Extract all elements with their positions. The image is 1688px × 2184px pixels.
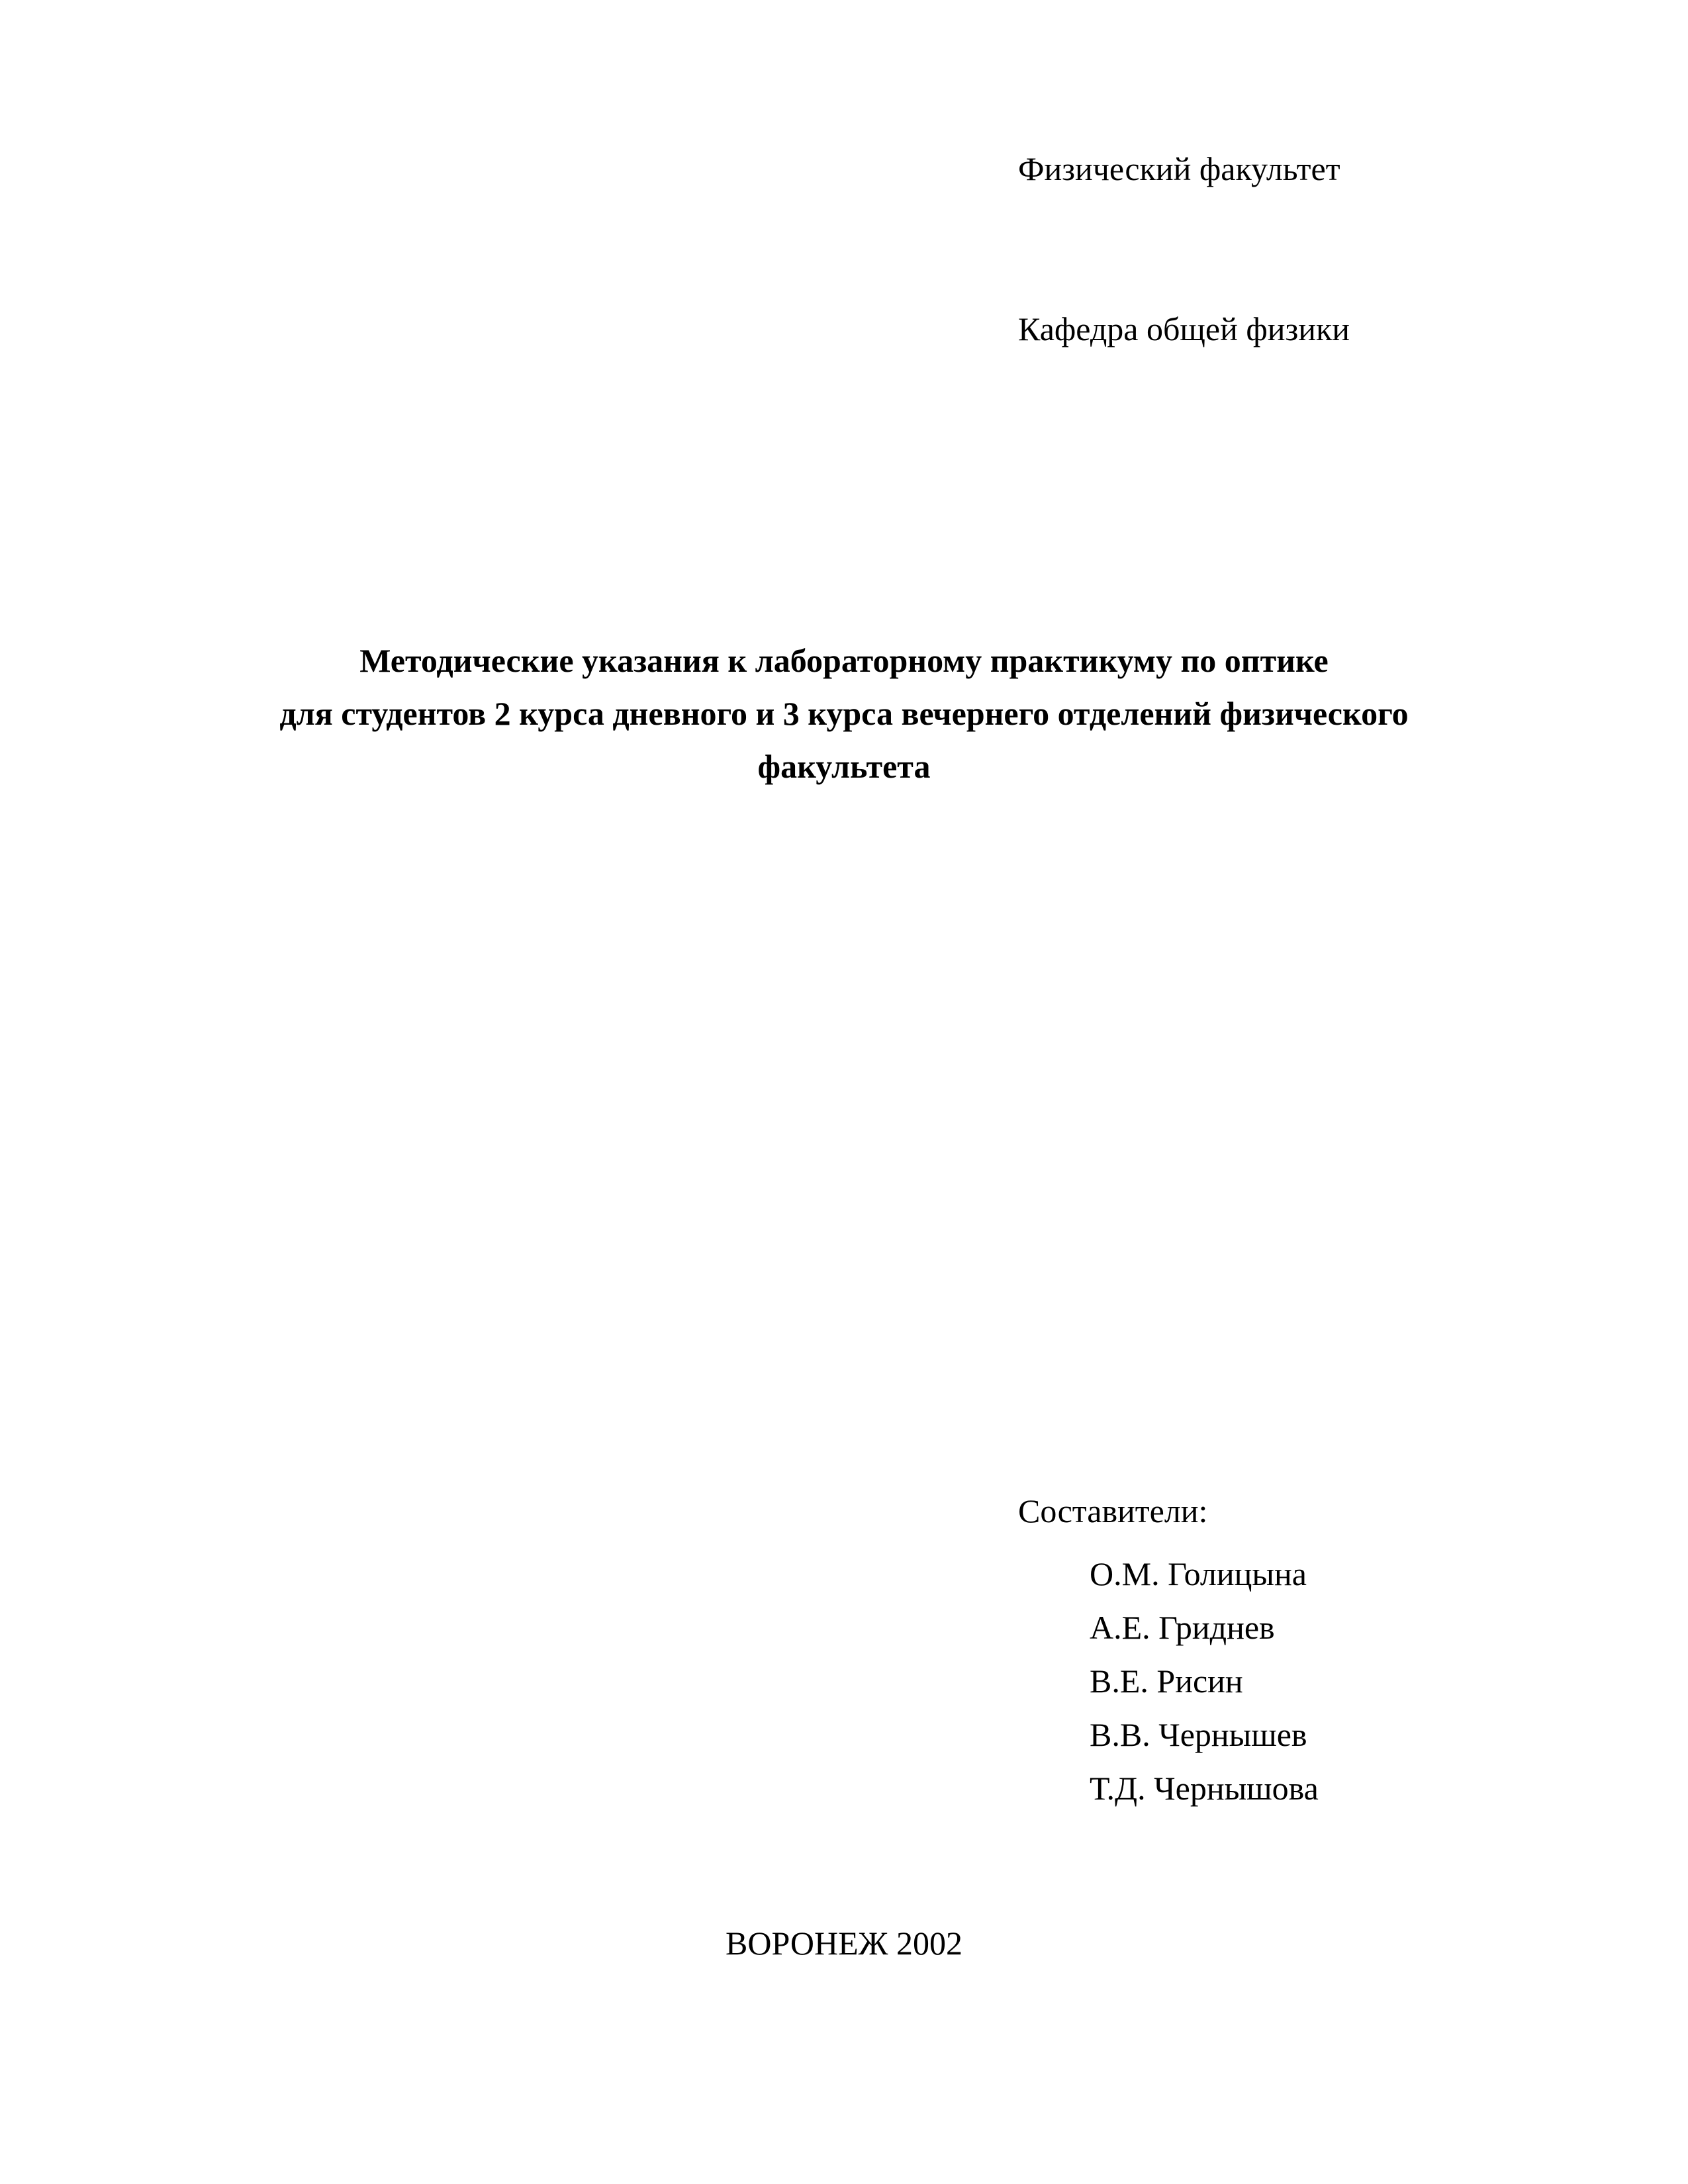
title-line-2: для студентов 2 курса дневного и 3 курса вечернего отделений физического — [279, 695, 1409, 732]
document-title — [0, 634, 1688, 793]
author-name: А.Е. Гриднев — [1090, 1609, 1275, 1646]
author-name: Т.Д. Чернышова — [1090, 1770, 1319, 1807]
title-line-3: факультета — [757, 748, 931, 785]
city-year: ВОРОНЕЖ 2002 — [726, 1925, 962, 1962]
faculty-name: Физический факультет — [1018, 150, 1340, 187]
department-name: Кафедра общей физики — [1018, 310, 1350, 347]
title-line-1: Методические указания к лабораторному практикуму по оптике — [359, 642, 1329, 679]
authors-list — [1090, 1547, 1319, 1815]
author-name: В.Е. Рисин — [1090, 1662, 1243, 1700]
author-name: В.В. Чернышев — [1090, 1716, 1307, 1753]
compilers-label: Составители: — [1018, 1492, 1208, 1529]
author-name: О.М. Голицына — [1090, 1555, 1307, 1592]
